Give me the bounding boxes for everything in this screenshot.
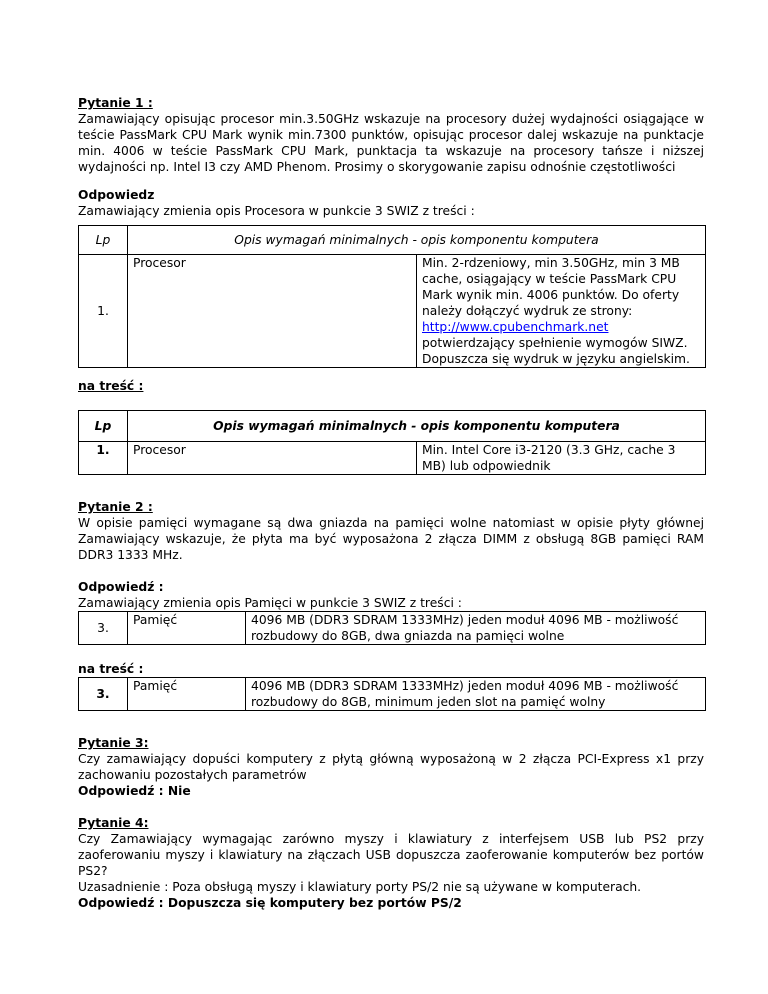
component-name: Pamięć (128, 678, 246, 711)
question-4-body: Czy Zamawiający wymagając zarówno myszy i klawiatury z interfejsem USB lub PS2 przy zaoferowaniu myszy i klawiatury na złączach USB dopuszcza zaoferowanie komputerów bez portów PS2? (78, 832, 704, 878)
row-number: 3. (79, 678, 128, 711)
question-4-justification: Uzasadnienie : Poza obsługą myszy i klawiatury porty PS/2 nie są używane w komputerach. (78, 880, 642, 894)
column-header-description: Opis wymagań minimalnych - opis komponentu komputera (128, 411, 706, 442)
question-1-heading: Pytanie 1 : (78, 96, 153, 110)
question-1-body: Zamawiający opisując procesor min.3.50GHz wskazuje na procesory dużej wydajności osiągające w teście PassMark CPU Mark wynik min.7300 punktów, opisując procesor dalej wskazuje na punktacje min. 4006 w teście PassMark CPU Mark, punktacja ta wskazuje na procesory tańsze i niższej wydajności np. Intel I3 czy AMD Phenom. Prosimy o skorygowanie zapisu odnośnie częstotliwości (78, 112, 704, 174)
na-tresc-label: na treść : (78, 662, 144, 676)
component-description: 4096 MB (DDR3 SDRAM 1333MHz) jeden moduł 4096 MB - możliwość rozbudowy do 8GB, dwa gniazda na pamięci wolne (246, 612, 706, 645)
question-2-body: W opisie pamięci wymagane są dwa gniazda na pamięci wolne natomiast w opisie płyty głównej Zamawiający wskazuje, że płyta ma być wyposażona 2 złącza DIMM z obsługą 8GB pamięci RAM DDR3 1333 MHz. (78, 516, 704, 562)
na-tresc-label: na treść : (78, 379, 144, 393)
question-4-heading: Pytanie 4: (78, 816, 149, 830)
answer-1-intro: Zamawiający zmienia opis Procesora w punkcie 3 SWIZ z treści : (78, 204, 475, 218)
description-text: Min. 2-rdzeniowy, min 3.50GHz, min 3 MB cache, osiągający w teście PassMark CPU Mark wynik min. 4006 punktów. Do oferty należy dołączyć wydruk ze strony: (422, 256, 680, 318)
memory-table-new (78, 677, 706, 711)
answer-3: Odpowiedź : Nie (78, 784, 191, 798)
component-description (417, 255, 706, 368)
cpubenchmark-link[interactable]: http://www.cpubenchmark.net (422, 320, 609, 334)
answer-2-intro: Zamawiający zmienia opis Pamięci w punkcie 3 SWIZ z treści : (78, 596, 462, 610)
answer-2-heading: Odpowiedź : (78, 580, 164, 594)
processor-table-old (78, 225, 706, 368)
component-name: Pamięć (128, 612, 246, 645)
question-3-heading: Pytanie 3: (78, 736, 149, 750)
column-header-lp: Lp (79, 226, 128, 255)
answer-4: Odpowiedź : Dopuszcza się komputery bez portów PS/2 (78, 896, 462, 910)
row-number: 1. (79, 255, 128, 368)
column-header-lp: Lp (79, 411, 128, 442)
memory-table-old (78, 611, 706, 645)
document-page (78, 95, 704, 911)
row-number: 3. (79, 612, 128, 645)
column-header-description: Opis wymagań minimalnych - opis komponentu komputera (128, 226, 706, 255)
question-3-body: Czy zamawiający dopuści komputery z płytą główną wyposażoną w 2 złącza PCI-Express x1 przy zachowaniu pozostałych parametrów (78, 752, 704, 782)
component-description: 4096 MB (DDR3 SDRAM 1333MHz) jeden moduł 4096 MB - możliwość rozbudowy do 8GB, minimum jeden slot na pamięć wolny (246, 678, 706, 711)
row-number: 1. (79, 442, 128, 475)
component-name: Procesor (128, 442, 417, 475)
answer-1-heading: Odpowiedz (78, 188, 155, 202)
question-2-heading: Pytanie 2 : (78, 500, 153, 514)
description-text-continued: potwierdzający spełnienie wymogów SIWZ. Dopuszcza się wydruk w języku angielskim. (422, 336, 690, 366)
component-description: Min. Intel Core i3-2120 (3.3 GHz, cache 3 MB) lub odpowiednik (417, 442, 706, 475)
component-name: Procesor (128, 255, 417, 368)
processor-table-new (78, 410, 706, 475)
